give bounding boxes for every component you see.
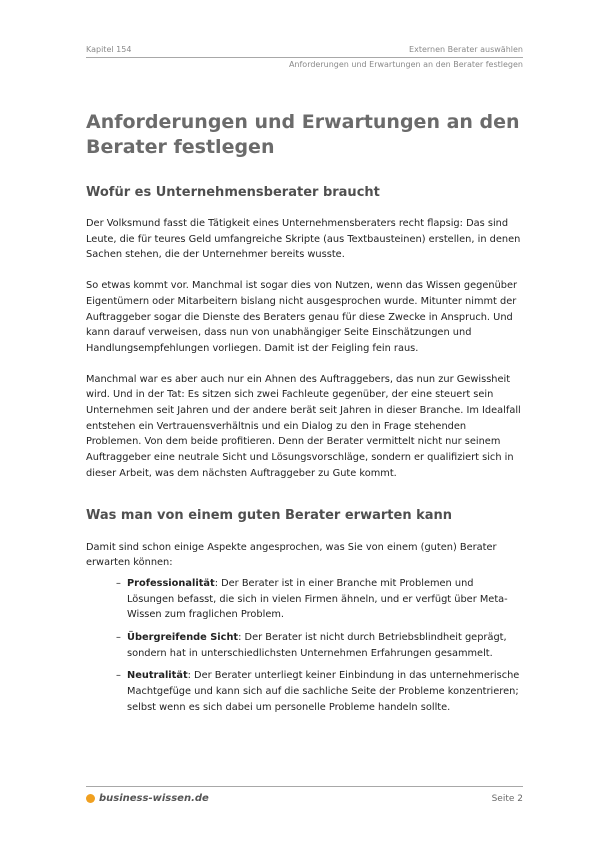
list-item bbox=[86, 668, 523, 715]
chapter-title: Externen Berater auswählen bbox=[409, 45, 523, 54]
logo-text: business-wissen.de bbox=[99, 793, 209, 804]
page-footer bbox=[86, 786, 523, 804]
bullet-marker: – bbox=[116, 632, 121, 644]
footer-row bbox=[86, 793, 523, 804]
main-content bbox=[86, 110, 523, 723]
bullet-text: : Der Berater unterliegt keiner Einbindung in das unternehmerische Machtgefüge und kann sich auf die sachliche Seite der Probleme konzentrieren; selbst wenn es sich dabei um personelle Probleme handeln sollte. bbox=[127, 670, 520, 713]
header-divider bbox=[86, 57, 523, 58]
bullet-text: : Der Berater ist nicht durch Betriebsblindheit geprägt, sondern hat in unterschiedlichsten Unternehmen Erfahrungen gesammelt. bbox=[127, 632, 507, 659]
page-number: Seite 2 bbox=[491, 793, 523, 804]
section-heading-expectations: Was man von einem guten Berater erwarten kann bbox=[86, 507, 453, 523]
bullet-text: : Der Berater ist in einer Branche mit Problemen und Lösungen befasst, die sich in vielen Firmen ähneln, und er verfügt über Meta-Wissen zum fraglichen Problem. bbox=[127, 577, 508, 621]
bullet-term: Übergreifende Sicht bbox=[127, 632, 239, 644]
expectations-list bbox=[86, 576, 523, 716]
logo-dot-icon bbox=[86, 794, 95, 803]
list-item bbox=[86, 630, 523, 661]
list-item bbox=[86, 576, 523, 623]
bullet-term: Professionalität bbox=[127, 577, 215, 589]
paragraph: Manchmal war es aber auch nur ein Ahnen des Auftraggebers, das nun zur Gewissheit wird. Und in der Tat: Es sitzen sich zwei Fachleute gegenüber, der eine steuert sein Unternehmen seit Jahren und der andere berät seit Jahren in dieser Branche. Im Idealfall entstehen ein Vertrauensverhältnis und ein Dialog zu den in Frage stehenden Problemen. Von dem beide profitieren. Denn der Berater vermittelt nicht nur seinem Auftraggeber eine neutrale Sicht und Lösungsvorschläge, sondern er qualifiziert sich in dieser Arbeit, was dem nächsten Auftraggeber zu Gute kommt. bbox=[86, 373, 521, 479]
bullet-marker: – bbox=[116, 670, 121, 682]
paragraph: So etwas kommt vor. Manchmal ist sogar dies von Nutzen, wenn das Wissen gegenüber Eigentümern oder Mitarbeitern bislang nicht ausgesprochen wurde. Mitunter nimmt der Auftraggeber sogar die Dienste des Beraters genau für diese Zwecke in Anspruch. Und kann darauf verweisen, dass nun von unabhängiger Seite Einschätzungen und Handlungsempfehlungen vorliegen. Damit ist der Feigling fein raus. bbox=[86, 280, 518, 354]
header-top-row bbox=[86, 44, 523, 55]
bullet-marker: – bbox=[116, 577, 121, 589]
header-subsection: Anforderungen und Erwartungen an den Berater festlegen bbox=[288, 60, 523, 69]
chapter-label: Kapitel 154 bbox=[86, 45, 132, 54]
paragraph: Der Volksmund fasst die Tätigkeit eines Unternehmensberaters recht flapsig: Das sind Leute, die für teures Geld umfangreiche Skripte (aus Textbausteinen) erstellen, in denen Sachen stehen, die der Unternehmer bereits wusste. bbox=[86, 218, 521, 261]
bullet-term: Neutralität bbox=[127, 670, 188, 682]
brand-logo bbox=[86, 793, 209, 804]
page-header bbox=[86, 44, 523, 70]
page-title: Anforderungen und Erwartungen an den Berater festlegen bbox=[86, 111, 520, 158]
section-intro: Damit sind schon einige Aspekte angesprochen, was Sie von einem (guten) Berater erwarten können: bbox=[86, 541, 497, 569]
section-heading-why: Wofür es Unternehmensberater braucht bbox=[86, 185, 380, 200]
